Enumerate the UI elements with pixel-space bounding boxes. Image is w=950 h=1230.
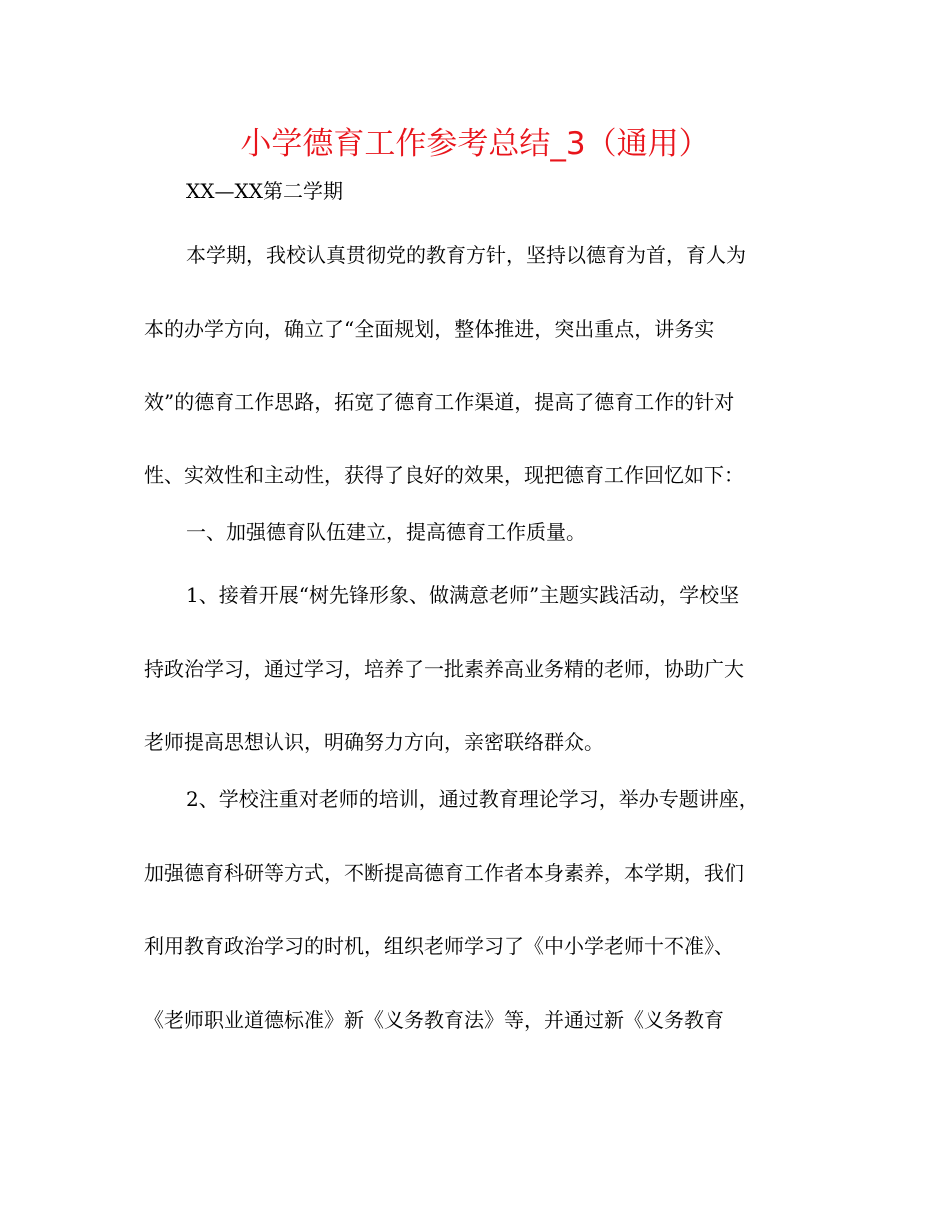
section-1-heading: 一、加强德育队伍建立，提高德育工作质量。: [186, 520, 586, 544]
document-title: 小学德育工作参考总结_3（通用）: [240, 126, 710, 162]
intro-line-4: 性、实效性和主动性，获得了良好的效果，现把德育工作回忆如下：: [144, 463, 744, 487]
item-1-line-3: 老师提高思想认识，明确努力方向，亲密联络群众。: [144, 730, 604, 754]
item-2-line-3: 利用教育政治学习的时机，组织老师学习了《中小学老师十不准》、: [144, 934, 734, 958]
intro-line-1: 本学期，我校认真贯彻党的教育方针，坚持以德育为首，育人为: [186, 243, 746, 267]
item-1-line-2: 持政治学习，通过学习，培养了一批素养高业务精的老师，协助广大: [144, 657, 744, 681]
semester-line: XX—XX第二学期: [186, 179, 343, 203]
item-2-line-1: 2、学校注重对老师的培训，通过教育理论学习，举办专题讲座，: [186, 787, 759, 811]
item-2-line-4: 《老师职业道德标准》新《义务教育法》等，并通过新《义务教育: [144, 1008, 724, 1032]
intro-line-2: 本的办学方向，确立了“全面规划，整体推进，突出重点，讲务实: [144, 317, 715, 341]
intro-line-3: 效”的德育工作思路，拓宽了德育工作渠道，提高了德育工作的针对: [144, 390, 735, 414]
item-1-line-1: 1、接着开展“树先锋形象、做满意老师”主题实践活动，学校坚: [186, 583, 740, 607]
item-2-line-2: 加强德育科研等方式，不断提高德育工作者本身素养，本学期，我们: [144, 861, 744, 885]
